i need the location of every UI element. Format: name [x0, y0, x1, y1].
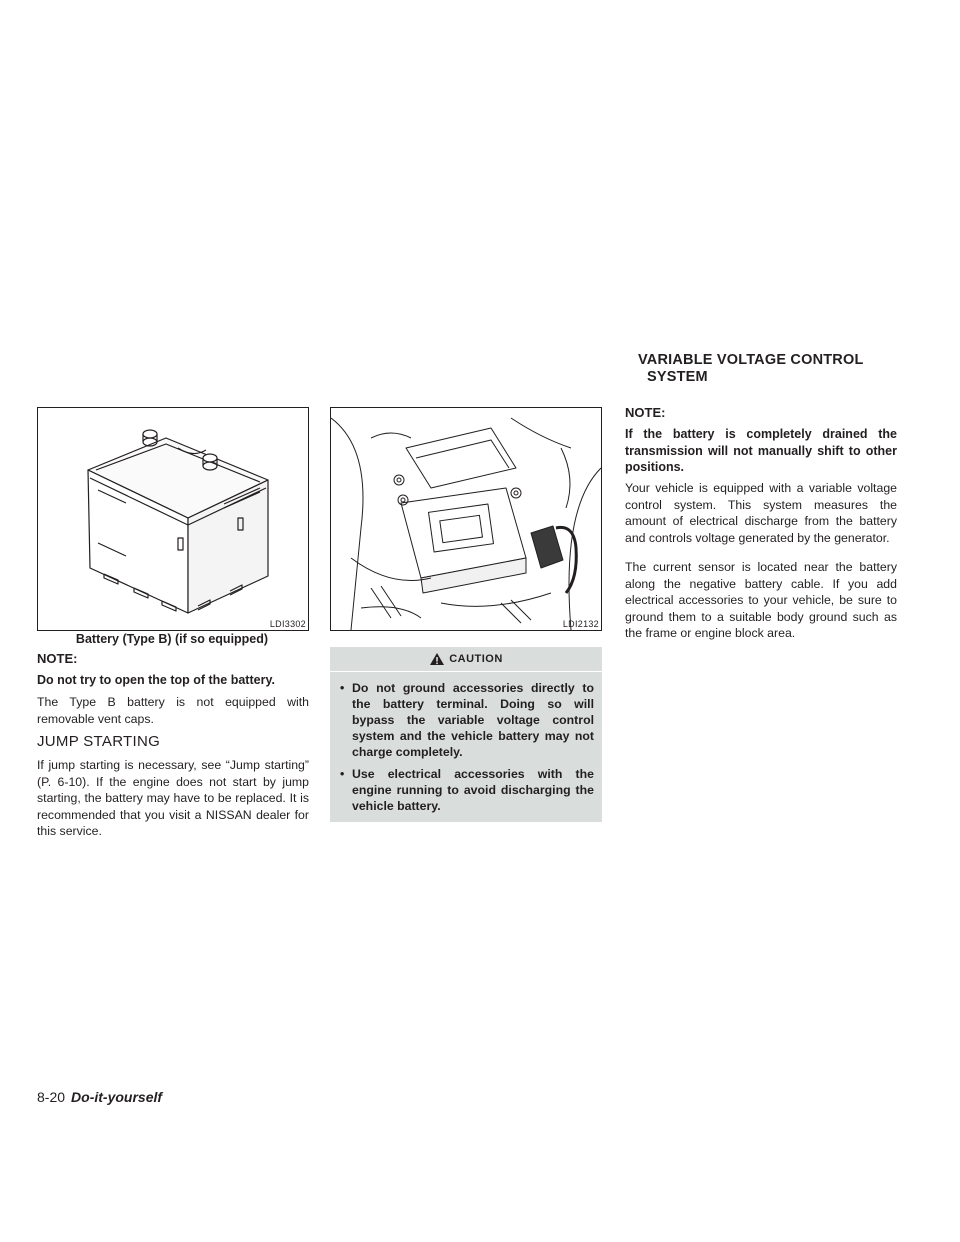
caution-label: CAUTION [449, 653, 503, 665]
note-bold-text: Do not try to open the top of the battery. [37, 673, 275, 687]
vvc-paragraph-2: The current sensor is located near the battery along the negative battery cable. If you add electrical accessories to your vehicle, be sure to ground them to a suitable body ground such as the frame or engine block area. [625, 560, 897, 640]
note-label: NOTE: [37, 651, 78, 666]
section-name: Do-it-yourself [71, 1089, 163, 1105]
engine-bay-figure [330, 407, 602, 631]
figure-id: LDI3302 [269, 619, 306, 629]
section-title-line2: SYSTEM [647, 369, 708, 385]
warning-icon [429, 652, 445, 666]
engine-bay-illustration [331, 408, 601, 630]
note-label: NOTE: [625, 405, 666, 420]
caution-header [330, 647, 602, 672]
caution-list [330, 672, 602, 822]
figure-id: LDI2132 [562, 619, 599, 629]
page-footer [37, 1088, 162, 1106]
caution-box [330, 647, 602, 822]
caution-item: • Do not ground accessories directly to the battery terminal. Doing so will bypass the variable voltage control system and the vehicle battery may not charge completely. [340, 681, 594, 759]
page-number: 8-20 [37, 1089, 66, 1105]
figure-caption: Battery (Type B) (if so equipped) [75, 632, 269, 646]
jump-starting-text: If jump starting is necessary, see “Jump starting” (P. 6-10). If the engine does not start by jump starting, the battery may have to be replaced. It is recommended that you visit a NISSAN dealer for this service. [37, 758, 309, 838]
caution-item: • Use electrical accessories with the engine running to avoid discharging the vehicle battery. [340, 767, 594, 813]
jump-starting-heading: JUMP STARTING [37, 733, 161, 750]
caution-item-text: Use electrical accessories with the engine running to avoid discharging the vehicle battery. [352, 767, 594, 813]
section-title-line1: VARIABLE VOLTAGE CONTROL [638, 352, 864, 368]
battery-figure [37, 407, 309, 631]
vvc-paragraph-1: Your vehicle is equipped with a variable voltage control system. This system measures the amount of electrical discharge from the battery and controls voltage generated by the generator. [625, 481, 897, 545]
note-bold-text: If the battery is completely drained the transmission will not manually shift to other positions. [625, 427, 897, 474]
battery-illustration [38, 408, 308, 630]
caution-item-text: Do not ground accessories directly to the battery terminal. Doing so will bypass the variable voltage control system and the vehicle battery may not charge completely. [352, 681, 594, 759]
note-text: The Type B battery is not equipped with removable vent caps. [37, 695, 309, 726]
section-title [638, 352, 938, 386]
